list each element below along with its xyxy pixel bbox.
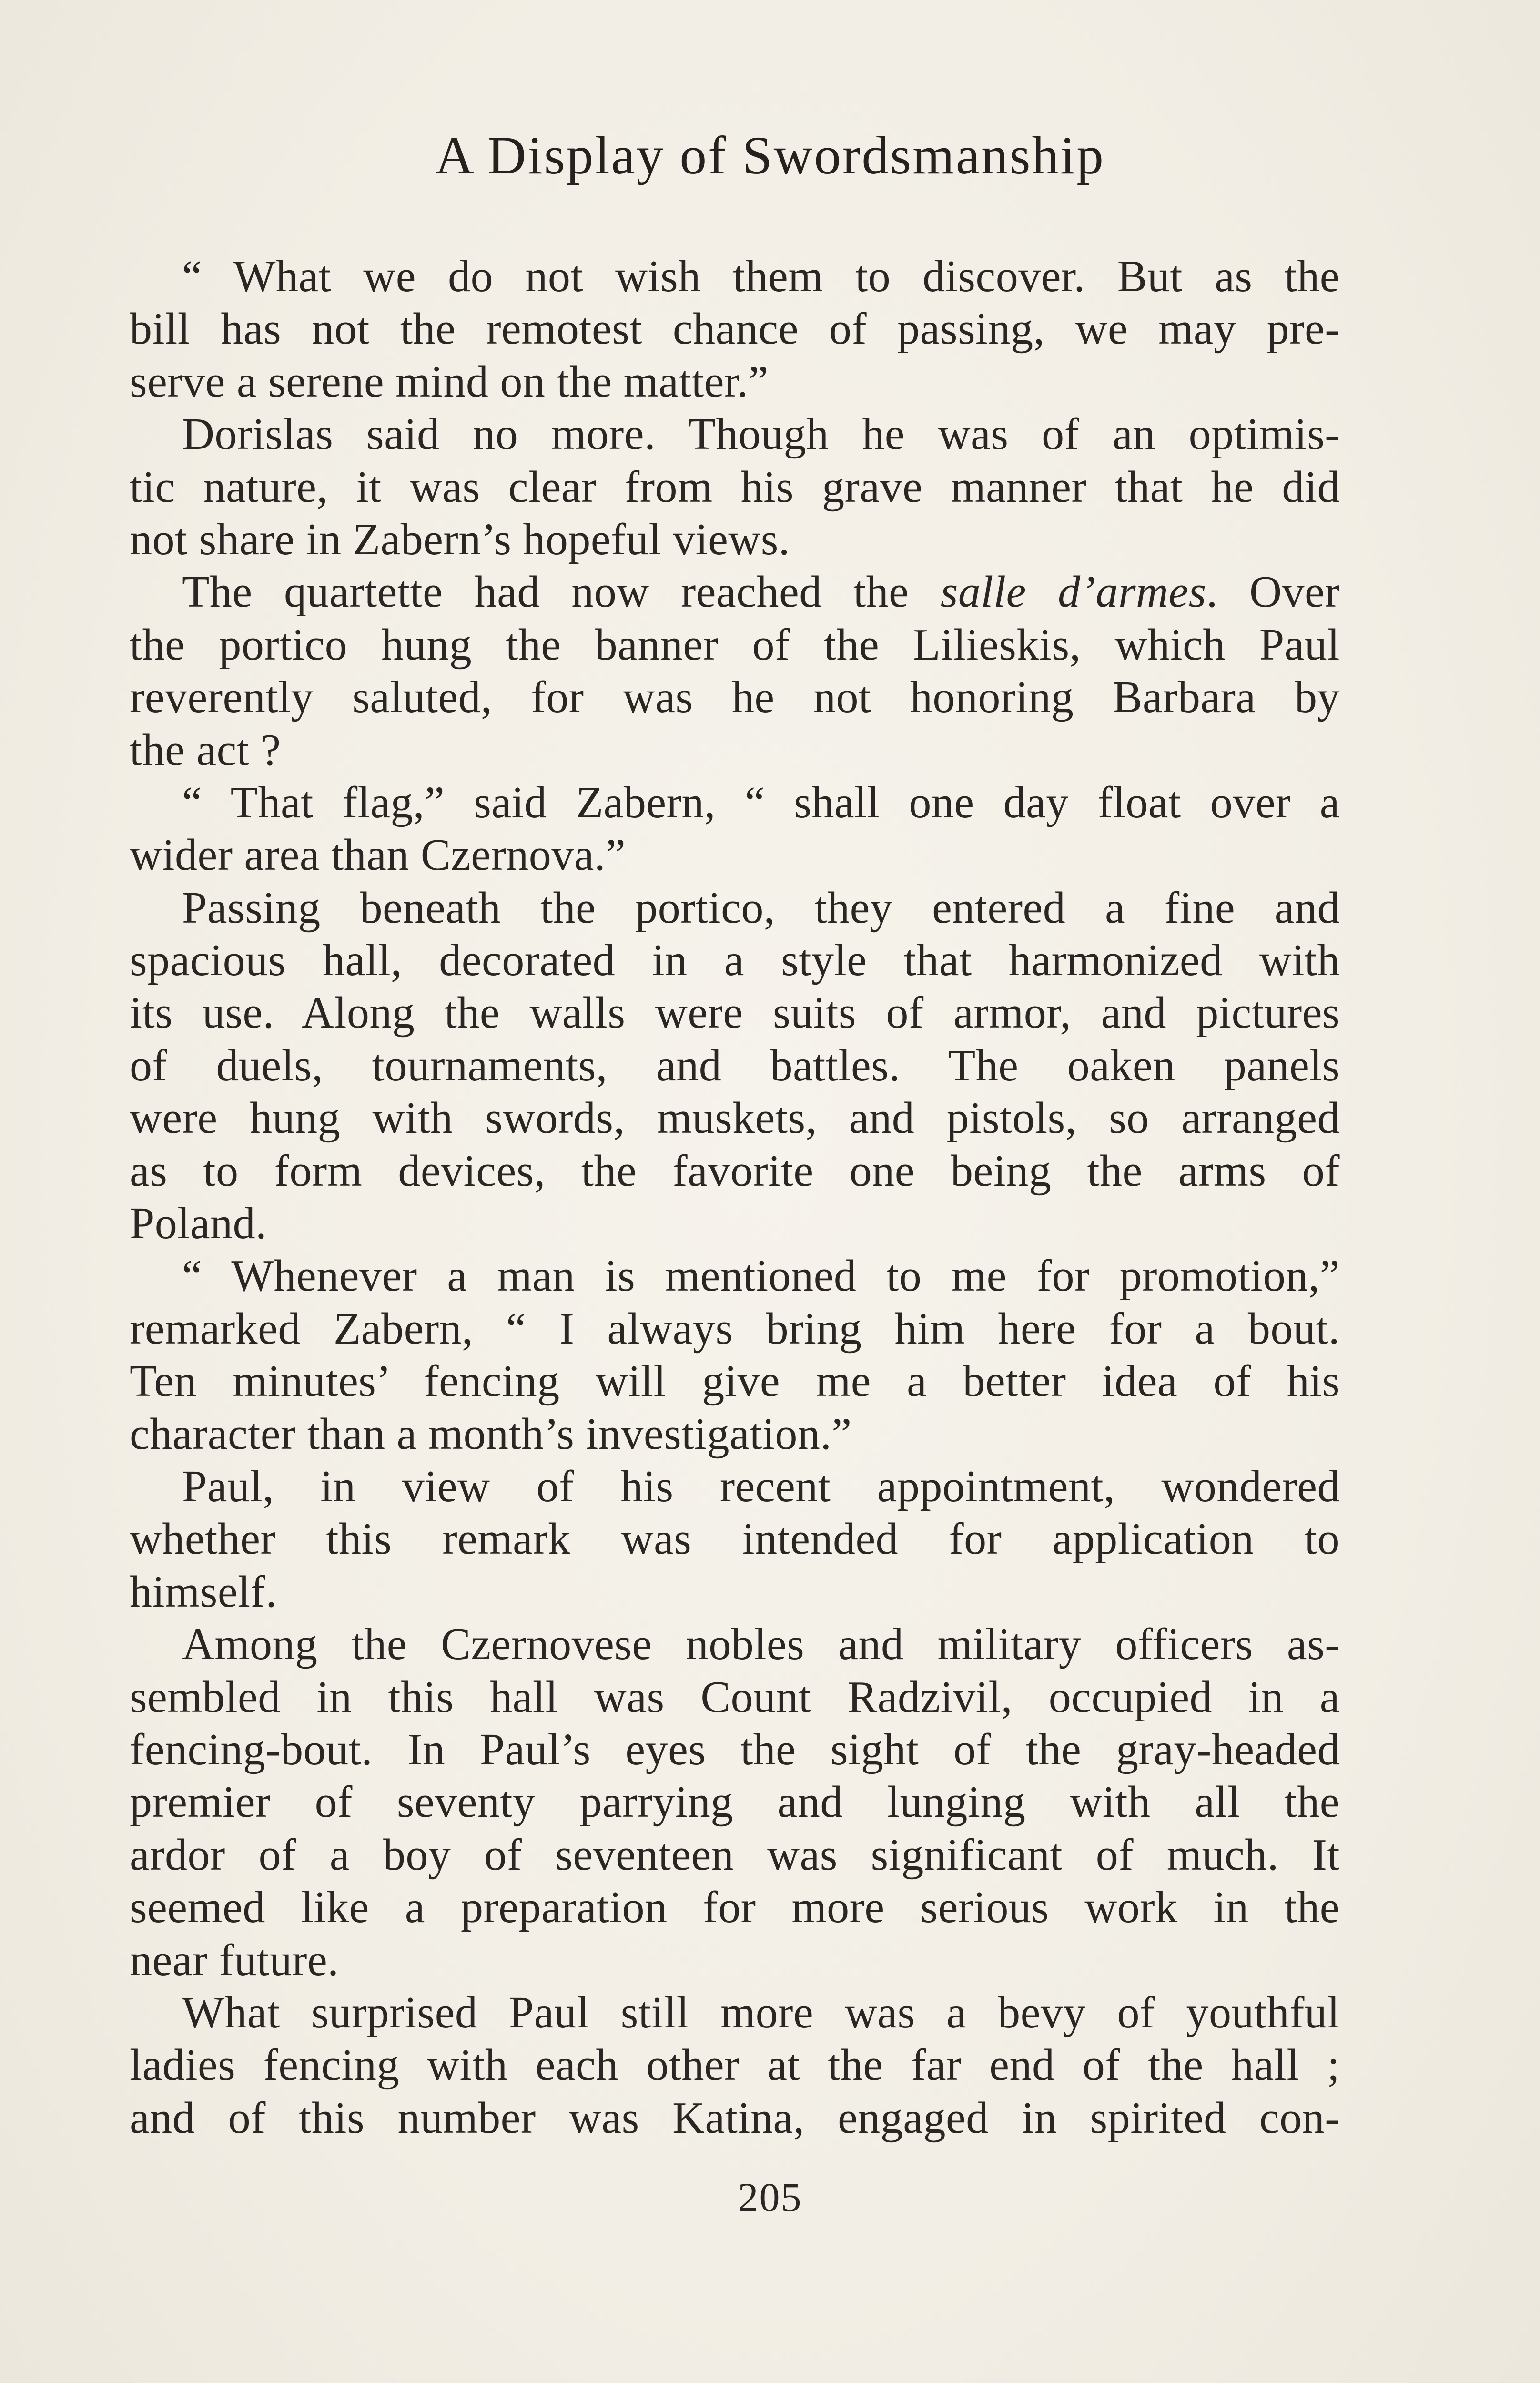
text-line: as to form devices, the favorite one being the arms of	[130, 1146, 1340, 1196]
text-line: ardor of a boy of seventeen was significant of much. It	[130, 1830, 1340, 1880]
text-line: were hung with swords, muskets, and pistols, so arranged	[130, 1093, 1340, 1143]
italic-phrase: salle d’armes	[940, 567, 1206, 617]
text-line: bill has not the remotest chance of passing, we may pre-	[130, 304, 1340, 354]
body-text	[130, 250, 1340, 2144]
text-line: the portico hung the banner of the Lilieskis, which Paul	[130, 620, 1340, 670]
page-number: 205	[738, 2174, 802, 2220]
text-line: the act ?	[130, 725, 281, 775]
text-line: reverently saluted, for was he not honoring Barbara by	[130, 672, 1340, 723]
text-line: “ What we do not wish them to discover. But as the	[182, 252, 1340, 301]
text-line: near future.	[130, 1935, 339, 1985]
text-line: tic nature, it was clear from his grave manner that he did	[130, 462, 1340, 512]
text-line: premier of seventy parrying and lunging with all the	[130, 1777, 1340, 1827]
text-line: Among the Czernovese nobles and military officers as-	[182, 1619, 1340, 1670]
text-line: and of this number was Katina, engaged in spirited con-	[130, 2093, 1340, 2143]
text-line: The quartette had now reached the salle d’armes. Over	[182, 567, 1340, 617]
text-line: fencing-bout. In Paul’s eyes the sight of the gray-headed	[130, 1724, 1340, 1774]
text-line: spacious hall, decorated in a style that harmonized with	[130, 936, 1340, 986]
text-line: character than a month’s investigation.”	[130, 1409, 852, 1459]
text-line: its use. Along the walls were suits of armor, and pictures	[130, 988, 1340, 1038]
text-line: Passing beneath the portico, they entered a fine and	[182, 883, 1340, 933]
text-line: remarked Zabern, “ I always bring him here for a bout.	[130, 1304, 1340, 1354]
text-line: whether this remark was intended for application to	[130, 1514, 1340, 1564]
text-line: sembled in this hall was Count Radzivil, occupied in a	[130, 1672, 1340, 1722]
text-line: “ That flag,” said Zabern, “ shall one day float over a	[182, 777, 1340, 827]
text-line: wider area than Czernova.”	[130, 830, 626, 880]
text-line: Paul, in view of his recent appointment, wondered	[182, 1461, 1340, 1511]
text-line: Ten minutes’ fencing will give me a better idea of his	[130, 1356, 1340, 1406]
text-line: himself.	[130, 1567, 277, 1617]
text-line: serve a serene mind on the matter.”	[130, 356, 769, 407]
text-line: Dorislas said no more. Though he was of an optimis-	[182, 409, 1340, 459]
text-line: not share in Zabern’s hopeful views.	[130, 514, 790, 564]
text-line: Poland.	[130, 1199, 267, 1249]
text-line: “ Whenever a man is mentioned to me for promotion,”	[182, 1251, 1340, 1301]
text-line: ladies fencing with each other at the far end of the hall ;	[130, 2040, 1340, 2090]
text-line: What surprised Paul still more was a bevy of youthful	[182, 1987, 1340, 2037]
text-line: of duels, tournaments, and battles. The oaken panels	[130, 1040, 1340, 1090]
running-head: A Display of Swordsmanship	[435, 126, 1105, 185]
text-line: seemed like a preparation for more serious work in the	[130, 1883, 1340, 1933]
